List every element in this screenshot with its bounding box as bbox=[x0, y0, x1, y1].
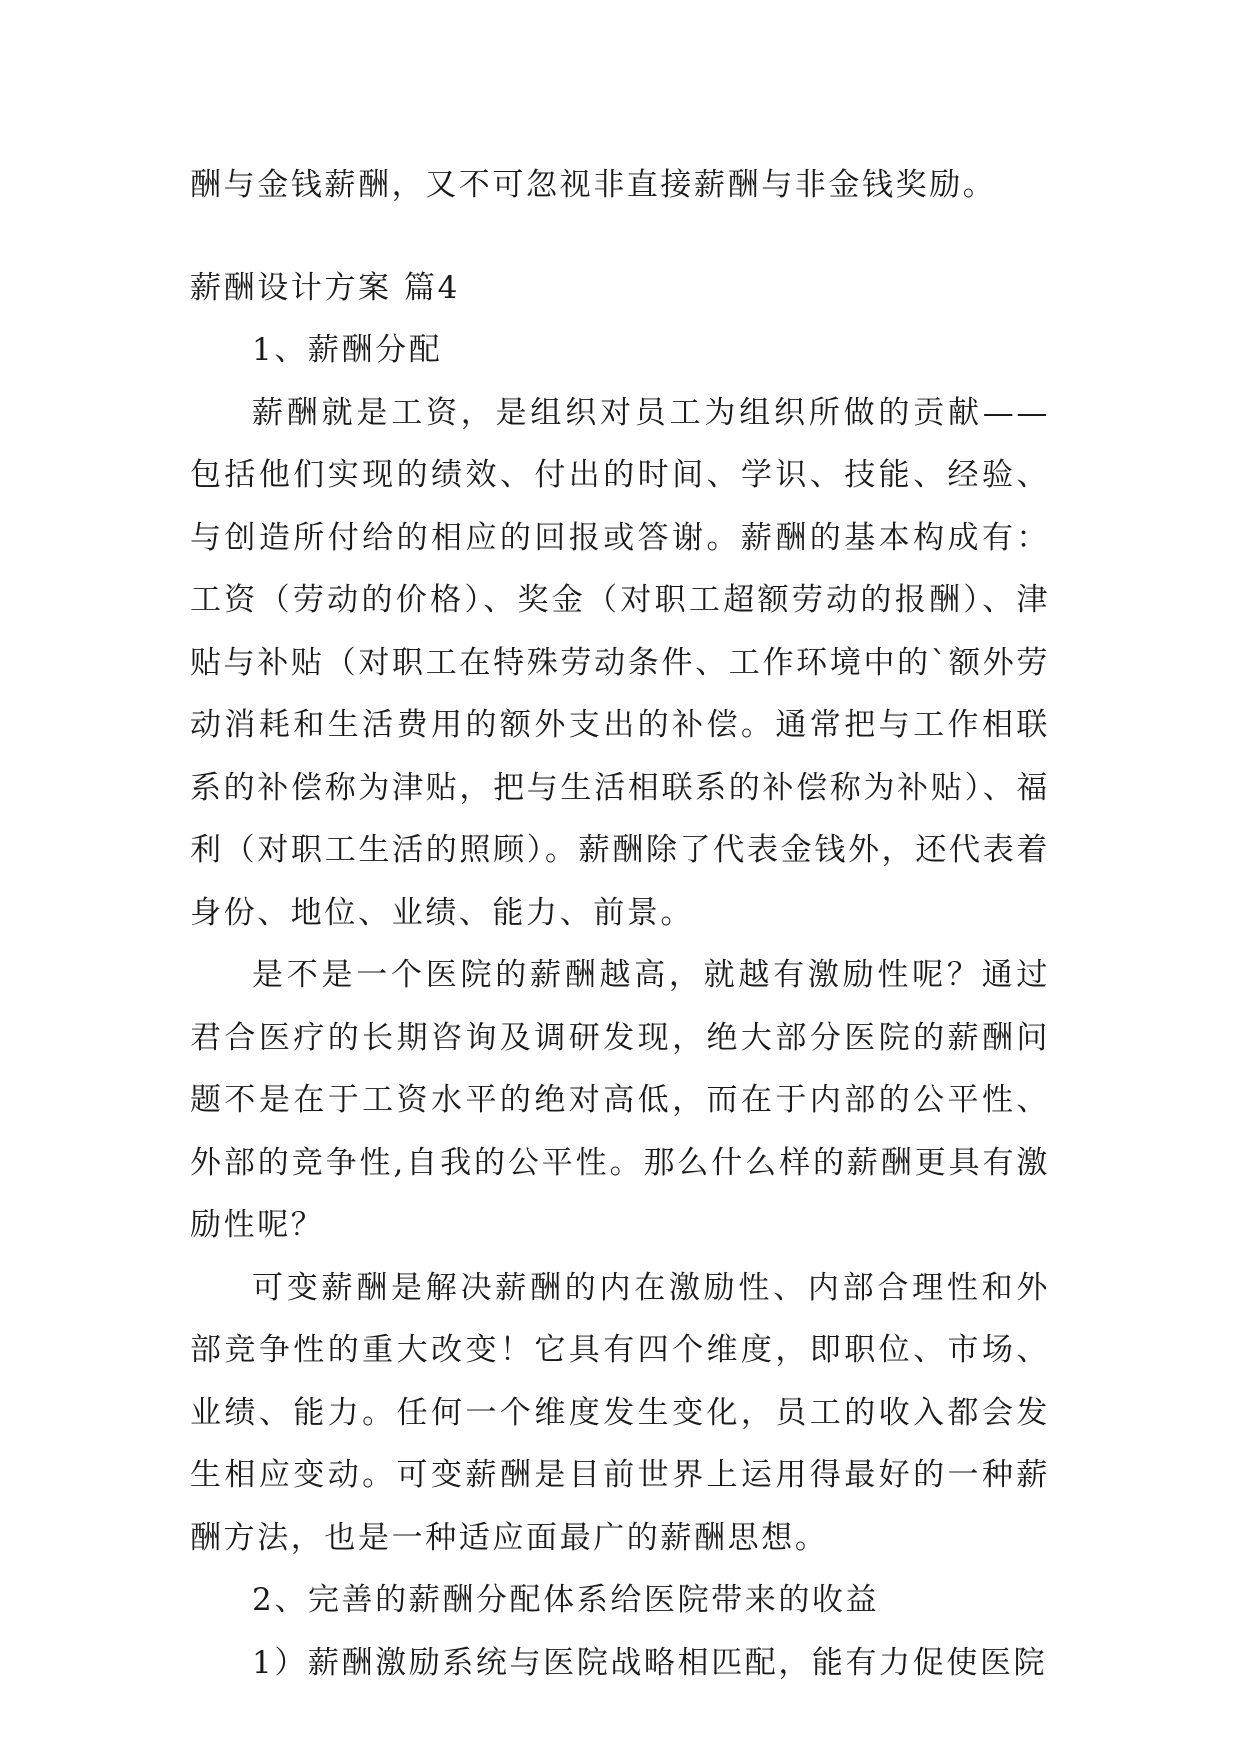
paragraph-incentive-question: 是不是一个医院的薪酬越高，就越有激励性呢？通过君合医疗的长期咨询及调研发现，绝大部分医院的薪酬问题不是在于工资水平的绝对高低，而在于内部的公平性、外部的竞争性,自我的公平性。那么什么样的薪酬更具有激励性呢？ bbox=[190, 957, 1050, 1243]
carryover-line: 酬与金钱薪酬，又不可忽视非直接薪酬与非金钱奖励。 bbox=[190, 167, 997, 203]
paragraph-salary-definition: 薪酬就是工资，是组织对员工为组织所做的贡献——包括他们实现的绩效、付出的时间、学识、技能、经验、与创造所付给的相应的回报或答谢。薪酬的基本构成有：工资（劳动的价格）、奖金（对职工超额劳动的报酬）、津贴与补贴（对职工在特殊劳动条件、工作环境中的`额外劳动消耗和生活费用的额外支出的补偿。通常把与工作相联系的补偿称为津贴，把与生活相联系的补偿称为补贴）、福利（对职工生活的照顾）。薪酬除了代表金钱外，还代表着身份、地位、业绩、能力、前景。 bbox=[190, 394, 1050, 931]
section-title: 薪酬设计方案 篇4 bbox=[190, 269, 460, 306]
paragraph-strategy-match: 1）薪酬激励系统与医院战略相匹配，能有力促使医院 bbox=[252, 1644, 1048, 1681]
subheading-salary-distribution: 1、薪酬分配 bbox=[252, 332, 443, 368]
subheading-benefits: 2、完善的薪酬分配体系给医院带来的收益 bbox=[252, 1582, 880, 1618]
paragraph-variable-pay: 可变薪酬是解决薪酬的内在激励性、内部合理性和外部竞争性的重大改变！它具有四个维度，即职位、市场、业绩、能力。任何一个维度发生变化，员工的收入都会发生相应变动。可变薪酬是目前世界上运用得最好的一种薪酬方法，也是一种适应面最广的薪酬思想。 bbox=[190, 1269, 1050, 1556]
document-body bbox=[190, 154, 1050, 1694]
